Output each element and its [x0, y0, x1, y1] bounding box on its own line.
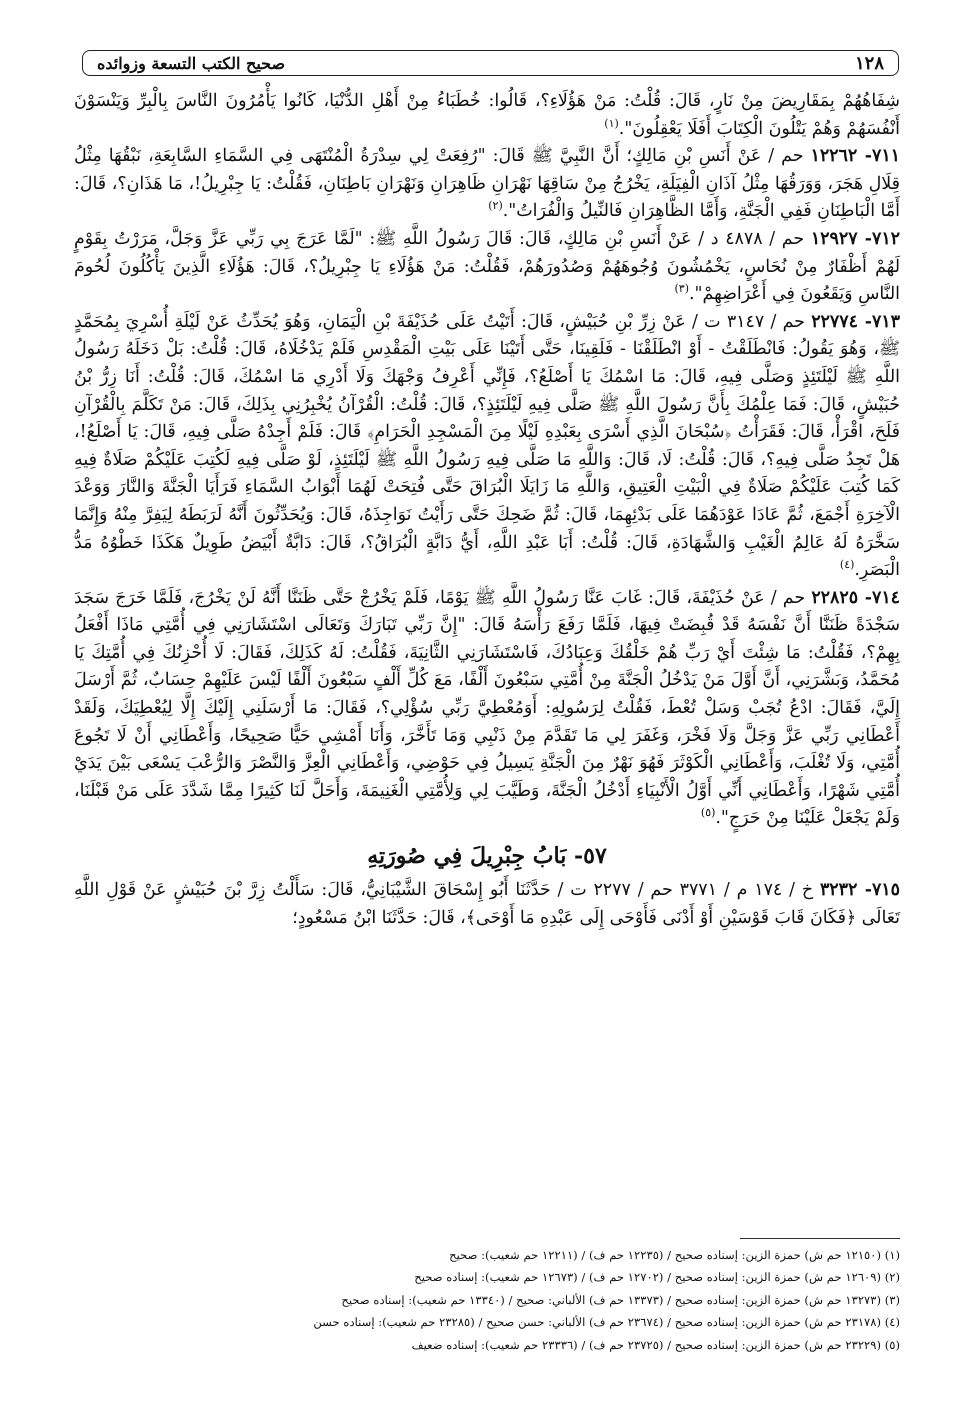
footnote-ref: (٣): [674, 282, 689, 296]
footnote-1: (١) (١٢١٥٠ حم ش) حمزة الزين: إسناده صحيح / (١٢٢٣٥ حم ف) / (١٢٢١١ حم شعيب): صحيح: [449, 1248, 900, 1262]
hadith-text: خ / ١٧٤ م / ٣٧٧١ حم / ٢٢٧٧ ت / حَدَّثَنَا أَبُو إِسْحَاقَ الشَّيْبَانِيُّ، قَالَ: سَأَلْتُ زِرَّ بْنَ حُبَيْشٍ عَنْ قَوْلِ اللَّهِ تَعَالَى ﴿فَكَانَ قَابَ قَوْسَيْنِ أَوْ أَدْنَى فَأَوْحَى إِلَى عَبْدِهِ مَا أَوْحَى﴾، قَالَ: حَدَّثَنَا ابْنُ مَسْعُودٍ؛: [74, 880, 900, 928]
chapter-title: ٥٧- بَابُ جِبْرِيلَ فِي صُورَتِهِ: [367, 843, 607, 870]
book-title: صحيح الكتب التسعة وزوائده: [97, 53, 286, 73]
page-header: [82, 50, 899, 76]
footnote-5: (٥) (٢٣٢٢٩ حم ش) حمزة الزين: إسناده صحيح / (٢٣٧٢٥ حم ف) / (٢٣٣٣٦ حم شعيب): إسناده ضعيف: [411, 1337, 900, 1352]
page-number: ١٢٨: [854, 52, 884, 74]
hadith-713: [74, 309, 900, 585]
hadith-712: [74, 226, 900, 309]
hadith-text: حم / ٤٨٧٨ د / عَنْ أَنَسِ بْنِ مَالِكٍ، قَالَ: قَالَ رَسُولُ اللَّهِ ﷺ: "لَمَّا عَرَجَ بِي رَبِّي عَزَّ وَجَلَّ، مَرَرْتُ بِقَوْمٍ لَهُمْ أَظْفَارٌ مِنْ نُحَاسٍ، يَخْمُشُونَ وُجُوهَهُمْ وَصُدُورَهُمْ، فَقُلْتُ: مَنْ هَؤُلَاءِ يَا جِبْرِيلُ؟، قَالَ: هَؤُلَاءِ الَّذِينَ يَأْكُلُونَ لُحُومَ النَّاسِ وَيَقَعُونَ فِي أَعْرَاضِهِمْ".: [74, 228, 900, 305]
footnote-4: (٤) (٢٣١٧٨ حم ش) حمزة الزين: إسناده صحيح / (٢٣٦٧٤ حم ف) الألباني: حسن صحيح / (٢٣٢٨٥ حم شعيب): إسناده حسن: [313, 1315, 900, 1330]
footnotes: [74, 1244, 900, 1356]
footnote-2: (٢) (١٢٦٠٩ حم ش) حمزة الزين: إسناده صحيح / (١٢٧٠٢ حم ف) / (١٢٦٧٣ حم شعيب): إسناده صحيح: [414, 1270, 900, 1285]
hadith-number: ٧١١- ١٢٢٦٢: [810, 146, 901, 167]
footnote-separator: [740, 1238, 900, 1239]
hadith-715: [74, 877, 900, 932]
footnote-ref: (٤): [839, 558, 855, 572]
hadith-number: ٧١٣- ٢٢٧٧٤: [811, 311, 900, 332]
hadith-text: حم / عَنْ أَنَسِ بْنِ مَالِكٍ؛ أَنَّ النَّبِيَّ ﷺ قَالَ: "رُفِعَتْ لِي سِدْرَةُ الْمُنْتَهَى فِي السَّمَاءِ السَّابِعَةِ، نَبْقُهَا مِثْلُ قِلَالِ هَجَرَ، وَوَرَقُهَا مِثْلُ آذَانِ الْفِيَلَةِ، يَخْرُجُ مِنْ سَاقِهَا نَهْرَانِ ظَاهِرَانِ وَنَهْرَانِ بَاطِنَانِ، فَقُلْتُ: يَا جِبْرِيلُ!، مَا هَذَانِ؟، قَالَ: أَمَّا الْبَاطِنَانِ فَفِي الْجَنَّةِ، وَأَمَّا الظَّاهِرَانِ فَالنِّيلُ وَالْفُرَاتُ".: [74, 146, 900, 222]
hadith-text: حم / عَنْ حُذَيْفَةَ، قَالَ: غَابَ عَنَّا رَسُولُ اللَّهِ ﷺ يَوْمًا، فَلَمْ يَخْرُجْ حَتَّى ظَنَنَّا أَنَّهُ لَنْ يَخْرُجَ، فَلَمَّا خَرَجَ سَجَدَ سَجْدَةً ظَنَنَّا أَنَّ نَفْسَهُ قَدْ قُبِضَتْ فِيهَا، فَلَمَّا رَفَعَ رَأْسَهُ قَالَ: "إِنَّ رَبِّي تَبَارَكَ وَتَعَالَى اسْتَشَارَنِي فِي أُمَّتِي مَاذَا أَفْعَلُ بِهِمْ؟، فَقُلْتُ: مَا شِئْتَ أَيْ رَبِّ هُمْ خَلْقُكَ وَعِبَادُكَ، فَاسْتَشَارَنِي الثَّانِيَةَ، فَقُلْتُ: لَهُ كَذَلِكَ، فَقَالَ: لَا أُحْزِنُكَ فِي أُمَّتِكَ يَا مُحَمَّدُ، وَبَشَّرَنِي، أَنَّ أَوَّلَ مَنْ يَدْخُلُ الْجَنَّةَ مِنْ أُمَّتِي سَبْعُونَ أَلْفًا، مَعَ كُلِّ أَلْفٍ سَبْعُونَ أَلْفًا لَيْسَ عَلَيْهِمْ حِسَابٌ، ثُمَّ أَرْسَلَ إِلَيَّ، فَقَالَ: ادْعُ تُجَبْ وَسَلْ تُعْطَ، فَقُلْتُ لِرَسُولِهِ: أَوَمُعْطِيَّ رَبِّي سُؤْلِي؟، فَقَالَ: مَا أَرْسَلَنِي إِلَيْكَ إِلَّا لِيُعْطِيَكَ، وَلَقَدْ أَعْطَانِي رَبِّي عَزَّ وَجَلَّ وَلَا فَخْرَ، وَغَفَرَ لِي مَا تَقَدَّمَ مِنْ ذَنْبِي وَمَا تَأَخَّرَ، وَأَنَا أَمْشِي حَيًّا صَحِيحًا، وَأَعْطَانِي أَنْ لَا تَجُوعَ أُمَّتِي، وَلَا تُغْلَبَ، وَأَعْطَانِي الْكَوْثَرَ فَهُوَ نَهْرٌ مِنَ الْجَنَّةِ يَسِيلُ فِي حَوْضِي، وَأَعْطَانِي الْعِزَّ وَالنَّصْرَ وَالرُّعْبَ يَسْعَى بَيْنَ يَدَيْ أُمَّتِي شَهْرًا، وَأَعْطَانِي أَنِّي أَوَّلُ الْأَنْبِيَاءِ أَدْخُلُ الْجَنَّةَ، وَطَيَّبَ لِي وَلِأُمَّتِي الْغَنِيمَةَ، وَأَحَلَّ لَنَا كَثِيرًا مِمَّا شَدَّدَ عَلَى مَنْ قَبْلَنَا، وَلَمْ يَجْعَلْ عَلَيْنَا مِنْ حَرَجٍ".: [74, 587, 900, 829]
footnote-ref: (٥): [700, 806, 716, 820]
hadith-number: ٧١٥- ٣٢٣٢: [819, 880, 900, 901]
footnote-ref: (١): [604, 116, 619, 130]
hadith-text: شِفَاهُهُمْ بِمَقَارِيضَ مِنْ نَارٍ، قَالَ: قُلْتُ: مَنْ هَؤُلَاءِ؟، قَالُوا: خُطَبَاءُ مِنْ أَهْلِ الدُّنْيَا، كَانُوا يَأْمُرُونَ النَّاسَ بِالْبِرِّ وَيَنْسَوْنَ أَنْفُسَهُمْ وَهُمْ يَتْلُونَ الْكِتَابَ أَفَلَا يَعْقِلُونَ".: [74, 91, 900, 139]
footnote-ref: (٢): [488, 199, 503, 213]
hadith-714: [74, 585, 900, 833]
hadith-710-continuation: [74, 88, 900, 143]
hadith-number: ٧١٢- ١٢٩٢٧: [810, 228, 901, 249]
footnote-3: (٣) (١٣٢٧٣ حم ش) حمزة الزين: إسناده صحيح / (١٣٣٧٣ حم ف) الألباني: صحيح / (١٣٣٤٠ حم شعيب): إسناده صحيح: [341, 1292, 900, 1307]
hadith-text: حم / ٣١٤٧ ت / عَنْ زِرِّ بْنِ حُبَيْشٍ، قَالَ: أَتَيْتُ عَلَى حُذَيْفَةَ بْنِ الْيَمَانِ، وَهُوَ يُحَدِّثُ عَنْ لَيْلَةِ أُسْرِيَ بِمُحَمَّدٍ ﷺ، وَهُوَ يَقُولُ: فَانْطَلَقْتُ - أَوْ انْطَلَقْنَا - فَلَقِينَا، حَتَّى أَتَيْنَا عَلَى بَيْتِ الْمَقْدِسِ فَلَمْ يَدْخُلَاهُ، قَالَ: قُلْتُ: بَلْ دَخَلَهُ رَسُولُ اللَّهِ ﷺ لَيْلَتَئِذٍ وَصَلَّى فِيهِ، قَالَ: مَا اسْمُكَ يَا أَصْلَعُ؟، فَإِنِّي أَعْرِفُ وَجْهَكَ وَلَا أَدْرِي مَا اسْمُكَ، قَالَ: قُلْتُ: أَنَا زِرُّ بْنُ حُبَيْشٍ، قَالَ: فَمَا عِلْمُكَ بِأَنَّ رَسُولَ اللَّهِ ﷺ صَلَّى فِيهِ لَيْلَتَئِذٍ؟، قَالَ: قُلْتُ: الْقُرْآنُ يُخْبِرُنِي بِذَلِكَ، قَالَ: مَنْ تَكَلَّمَ بِالْقُرْآنِ فَلَحَ، اقْرَأْ، قَالَ: فَقَرَأْتُ ﴿سُبْحَانَ الَّذِي أَسْرَى بِعَبْدِهِ لَيْلًا مِنَ الْمَسْجِدِ الْحَرَامِ﴾ قَالَ: فَلَمْ أَجِدْهُ صَلَّى فِيهِ، قَالَ: يَا أَصْلَعُ!، هَلْ تَجِدُ صَلَّى فِيهِ؟، قَالَ: قُلْتُ: لَا، قَالَ: وَاللَّهِ مَا صَلَّى فِيهِ رَسُولُ اللَّهِ ﷺ لَيْلَتَئِذٍ، لَوْ صَلَّى فِيهِ لَكُتِبَ عَلَيْكُمْ صَلَاةٌ فِيهِ كَمَا كُتِبَ عَلَيْكُمْ صَلَاةٌ فِي الْبَيْتِ الْعَتِيقِ، وَاللَّهِ مَا زَايَلَا الْبُرَاقَ حَتَّى فُتِحَتْ لَهُمَا أَبْوَابُ السَّمَاءِ فَرَأَيَا الْجَنَّةَ وَالنَّارَ وَوَعْدَ الْآخِرَةِ أَجْمَعَ، ثُمَّ عَادَا عَوْدَهُمَا عَلَى بَدْئِهِمَا، قَالَ: ثُمَّ ضَحِكَ حَتَّى رَأَيْتُ نَوَاجِذَهُ، قَالَ: وَيُحَدِّثُونَ أَنَّهُ لَرَبَطَهُ لِيَفِرَّ مِنْهُ وَإِنَّمَا سَخَّرَهُ لَهُ عَالِمُ الْغَيْبِ وَالشَّهَادَةِ، قَالَ: قُلْتُ: أَبَا عَبْدِ اللَّهِ، أَيُّ دَابَّةٍ الْبُرَاقُ؟، قَالَ: دَابَّةٌ أَبْيَضُ طَوِيلٌ هَكَذَا خَطْوُهُ مَدُّ الْبَصَرِ.: [74, 311, 900, 581]
page-body: [74, 88, 900, 932]
hadith-number: ٧١٤- ٢٢٨٢٥: [811, 587, 901, 608]
hadith-711: [74, 143, 900, 226]
